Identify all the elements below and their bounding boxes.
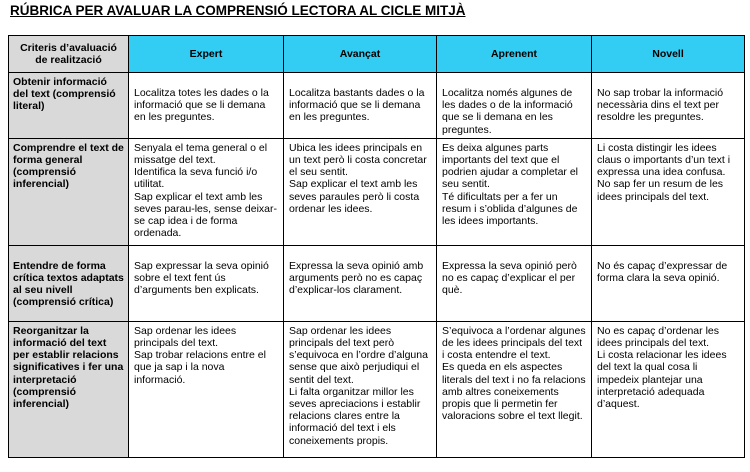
header-criteris: Criteris d’avaluació de realització (9, 36, 129, 73)
cell-text: Té dificultats per a fer un resum i s’oblida d’algunes de les idees importants. (442, 190, 578, 228)
header-aprenent: Aprenent (437, 36, 592, 73)
cell-text: No es capaç d’ordenar les idees principals del text. (597, 324, 719, 350)
cell-text: Localitza només algunes de les dades o de la informació que se li demana en les preguntes. (442, 87, 573, 136)
table-row (9, 138, 745, 245)
rubric-table (8, 35, 745, 458)
cell-text: Ubica les idees principals en un text però li costa concretar el seu sentit. (289, 141, 427, 179)
header-row (9, 36, 745, 73)
cell-text: Localitza totes les dades o la informació que se li demana en les preguntes. (134, 87, 269, 124)
cell-text: Localitza bastants dades o la informació que se li demana en les preguntes. (289, 87, 425, 124)
cell-text: Li falta organitzar millor les seves apreciacions i establir relacions clares entre la informació del text i els coneixements propis. (289, 385, 421, 447)
level-cell-novell (592, 245, 745, 321)
criterion-cell: Reorganitzar la informació del text per establir relacions significatives i fer una interpretació (comprensió inferencial) (9, 321, 129, 457)
cell-text: No sap trobar la informació necessària dins el text per resoldre les preguntes. (597, 87, 724, 124)
cell-text: No és capaç d’expressar de forma clara la seva opinió. (597, 259, 728, 285)
cell-text: Es queda en els aspectes literals del text i no fa relacions amb altres coneixements propis que li permetin fer valoracions sobre el text llegit. (442, 361, 586, 423)
cell-text: Es deixa algunes parts importants del text que el podrien ajudar a completar el seu sentit. (442, 141, 578, 191)
level-cell-aprenent (437, 138, 592, 245)
cell-text: Identifica la seva funció i/o utilitat. (134, 166, 258, 191)
table-row (9, 73, 745, 139)
level-cell-novell (592, 321, 745, 457)
cell-text: Sap explicar el text amb les seves parau-les, sense deixar-se cap idea i de forma ordenada. (134, 190, 277, 240)
cell-text: Sap trobar relacions entre el que ja sap i la nova informació. (134, 349, 266, 386)
cell-text: S’equivoca a l’ordenar algunes de les idees principals del text i costa entendre el text. (442, 324, 586, 362)
cell-text: Li costa relacionar les idees del text la qual cosa li impedeix plantejar una interpretació adequada d’aquest. (597, 349, 727, 411)
criterion-cell: Obtenir informació del text (comprensió literal) (9, 73, 129, 139)
cell-text: Sap ordenar les idees principals del text. (134, 324, 237, 350)
cell-text: Sap explicar el text amb les seves paraules però li costa ordenar les idees. (289, 178, 420, 215)
level-cell-avancat (284, 138, 437, 245)
cell-text: Senyala el tema general o el missatge del text. (134, 141, 268, 167)
level-cell-novell (592, 73, 745, 139)
level-cell-expert (129, 321, 284, 457)
level-cell-avancat (284, 73, 437, 139)
level-cell-aprenent (437, 321, 592, 457)
level-cell-avancat (284, 321, 437, 457)
table-row (9, 245, 745, 321)
criterion-cell: Comprendre el text de forma general (comprensió inferencial) (9, 138, 129, 245)
level-cell-aprenent (437, 245, 592, 321)
cell-text: Li costa distingir les idees claus o importants d’un text i expressa una idea confusa. (597, 141, 731, 179)
cell-text: Expressa la seva opinió amb arguments però no es capaç d’explicar-los clarament. (289, 259, 424, 297)
header-avancat: Avançat (284, 36, 437, 73)
level-cell-expert (129, 73, 284, 139)
cell-text: Sap ordenar les idees principals del text però s’equivoca en l’ordre d’alguna sense que això perjudiqui el sentit del text. (289, 324, 428, 386)
level-cell-expert (129, 245, 284, 321)
criterion-cell: Entendre de forma crítica textos adaptats al seu nivell (comprensió crítica) (9, 245, 129, 321)
header-novell: Novell (592, 36, 745, 73)
document-title: RÚBRICA PER AVALUAR LA COMPRENSIÓ LECTORA AL CICLE MITJÀ (10, 3, 466, 18)
level-cell-expert (129, 138, 284, 245)
level-cell-avancat (284, 245, 437, 321)
cell-text: Sap expressar la seva opinió sobre el text fent ús d’arguments ben explicats. (134, 259, 269, 297)
level-cell-novell (592, 138, 745, 245)
level-cell-aprenent (437, 73, 592, 139)
cell-text: Expressa la seva opinió però no es capaç d’explicar el per què. (442, 259, 577, 297)
table-row (9, 321, 745, 457)
cell-text: No sap fer un resum de les idees principals del text. (597, 178, 724, 203)
header-expert: Expert (129, 36, 284, 73)
